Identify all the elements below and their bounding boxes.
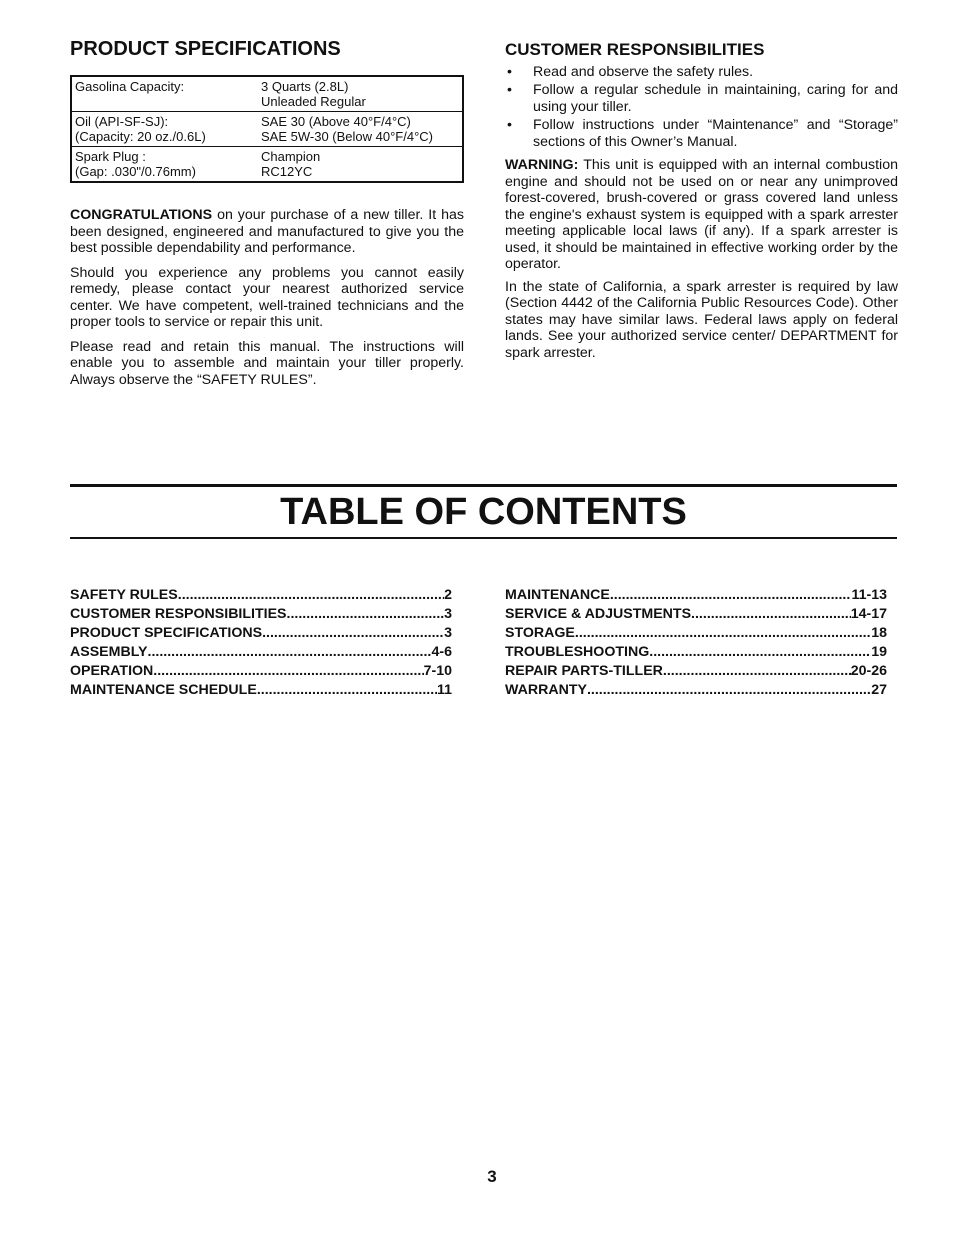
toc-entry-assembly[interactable]: ASSEMBLY ..... 4-6	[70, 643, 452, 662]
spec-label: Gasolina Capacity:	[75, 79, 185, 94]
spec-label: Oil (API-SF-SJ):	[75, 114, 169, 129]
toc-page: 11-13	[851, 587, 887, 603]
toc-entry-customer-responsibilities[interactable]: CUSTOMER RESPONSIBILITIES ..... 3	[70, 605, 452, 624]
toc-entry-safety-rules[interactable]: SAFETY RULES ..... 2	[70, 586, 452, 605]
warning-lead: WARNING:	[505, 157, 579, 173]
spec-label: Spark Plug :	[75, 149, 146, 164]
toc-page: 4-6	[431, 644, 452, 660]
toc-left-list	[70, 586, 452, 700]
congratulations-lead: CONGRATULATIONS	[70, 207, 213, 223]
toc-page: 7-10	[423, 663, 452, 679]
problems-paragraph: Should you experience any problems you cannot easily remedy, please contact your nearest authorized service center. We have competent, well-trained technicians and the proper tools to service or repair this unit.	[70, 264, 464, 330]
bullet-icon: •	[507, 64, 512, 80]
spec-row-oil	[71, 112, 463, 147]
toc-entry-maintenance-schedule[interactable]: MAINTENANCE SCHEDULE ..... 11	[70, 681, 452, 700]
toc-entry-product-specifications[interactable]: PRODUCT SPECIFICATIONS ..... 3	[70, 624, 452, 643]
spec-value: 3 Quarts (2.8L)	[261, 79, 349, 94]
toc-top-rule	[70, 484, 897, 487]
responsibilities-list	[505, 64, 898, 151]
customer-responsibilities-title: CUSTOMER RESPONSIBILITIES	[505, 40, 765, 59]
spec-value: SAE 5W-30 (Below 40°F/4°C)	[261, 129, 433, 144]
toc-page: 18	[871, 625, 887, 641]
warning-text: This unit is equipped with an internal combustion engine and should not be used on or near any unimproved forest-covered, brush-covered or grass covered land unless the engine's exhaust system is equipped with a spark arrester meeting applicable local laws (if any). If a spark arrester is used, it should be maintained in effective working order by the operator.	[505, 157, 898, 272]
spec-row-spark-plug	[71, 147, 463, 183]
toc-title: TABLE OF CONTENTS	[280, 491, 687, 533]
spec-value: Unleaded Regular	[261, 94, 366, 109]
toc-page: 3	[444, 625, 452, 641]
california-paragraph: In the state of California, a spark arrester is required by law (Section 4442 of the California Public Resources Code). Other states may have similar laws. Federal laws apply on federal lands. See your authorized service center/ DEPARTMENT for spark arrester.	[505, 278, 898, 361]
toc-page: 3	[444, 606, 452, 622]
toc-page: 19	[871, 644, 887, 660]
spec-value: RC12YC	[261, 164, 313, 179]
congratulations-paragraph	[70, 207, 464, 257]
spec-label: (Capacity: 20 oz./0.6L)	[75, 129, 206, 144]
toc-entry-storage[interactable]: STORAGE ..... 18	[505, 624, 887, 643]
page-number: 3	[487, 1167, 497, 1186]
specifications-table	[70, 75, 464, 183]
toc-page: 2	[444, 587, 452, 603]
list-item: • Follow instructions under “Maintenance” and “Storage” sections of this Owner’s Manual.	[507, 117, 898, 150]
congratulations-text: on your purchase of a new tiller. It has been designed, engineered and manufactured to give you the best possible dependability and performance.	[70, 207, 464, 256]
bullet-icon: •	[507, 117, 512, 133]
warning-paragraph	[505, 157, 898, 273]
product-specifications-title: PRODUCT SPECIFICATIONS	[70, 38, 341, 60]
toc-right-list	[505, 586, 887, 700]
left-column	[70, 38, 464, 388]
spec-value: Champion	[261, 149, 321, 164]
toc-entry-repair-parts-tiller[interactable]: REPAIR PARTS-TILLER ..... 20-26	[505, 662, 887, 681]
spec-value: SAE 30 (Above 40°F/4°C)	[261, 114, 411, 129]
spec-row-gasoline	[71, 76, 463, 112]
right-column	[505, 40, 898, 361]
toc-page: 27	[871, 682, 887, 698]
list-item: • Read and observe the safety rules.	[507, 64, 754, 80]
toc-entry-troubleshooting[interactable]: TROUBLESHOOTING ..... 19	[505, 643, 887, 662]
toc-page: 20-26	[850, 663, 887, 679]
toc-page: 11	[437, 682, 452, 698]
read-manual-paragraph: Please read and retain this manual. The instructions will enable you to assemble and maintain your tiller properly. Always observe the “SAFETY RULES”.	[70, 338, 464, 388]
toc-entry-maintenance[interactable]: MAINTENANCE ..... 11-13	[505, 586, 887, 605]
list-item: • Follow a regular schedule in maintaining, caring for and using your tiller.	[507, 82, 898, 115]
toc-entry-service-adjustments[interactable]: SERVICE & ADJUSTMENTS ..... 14-17	[505, 605, 887, 624]
bullet-icon: •	[507, 82, 512, 98]
toc-entry-warranty[interactable]: WARRANTY ..... 27	[505, 681, 887, 700]
toc-bottom-rule	[70, 537, 897, 539]
spec-label: (Gap: .030"/0.76mm)	[75, 164, 196, 179]
toc-page: 14-17	[850, 606, 887, 622]
toc-entry-operation[interactable]: OPERATION ..... 7-10	[70, 662, 452, 681]
